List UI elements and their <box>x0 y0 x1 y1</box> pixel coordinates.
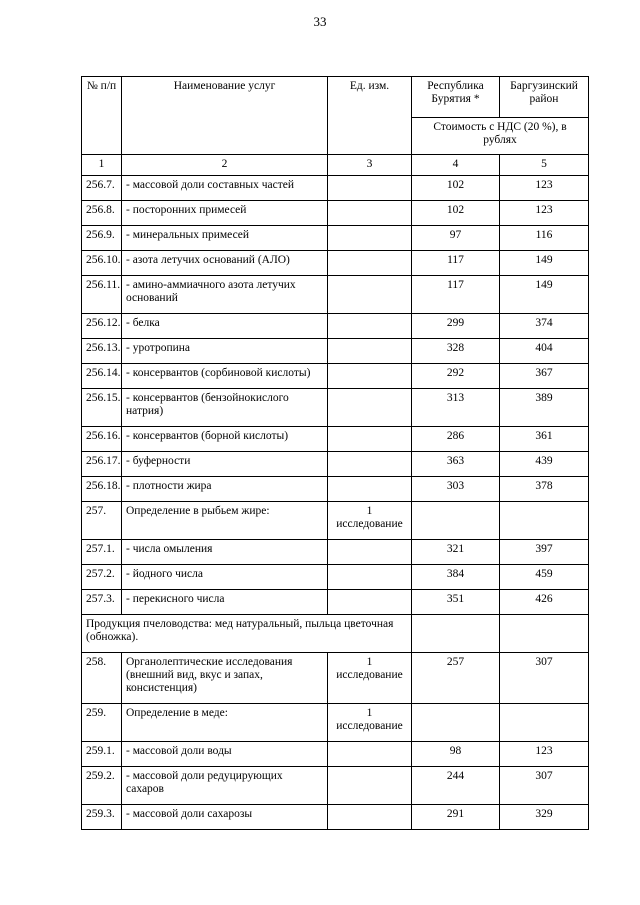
price-republic: 117 <box>412 251 500 276</box>
service-name: Органолептические исследования (внешний вид, вкус и запах, консистенция) <box>122 653 328 704</box>
price-district: 307 <box>500 653 589 704</box>
unit-cell <box>328 427 412 452</box>
header-district: Баргузинский район <box>500 77 589 118</box>
price-republic: 351 <box>412 590 500 615</box>
unit-cell <box>328 201 412 226</box>
unit-cell: 1 исследование <box>328 653 412 704</box>
table-row <box>82 477 589 502</box>
unit-cell <box>328 251 412 276</box>
unit-cell <box>328 389 412 427</box>
row-number: 257.1. <box>82 540 122 565</box>
section-title: Продукция пчеловодства: мед натуральный, пыльца цветочная (обножка). <box>82 615 412 653</box>
unit-cell <box>328 452 412 477</box>
row-number: 256.15. <box>82 389 122 427</box>
price-republic: 299 <box>412 314 500 339</box>
table-row <box>82 427 589 452</box>
service-name: - консервантов (борной кислоты) <box>122 427 328 452</box>
column-number: 4 <box>412 155 500 176</box>
price-republic: 257 <box>412 653 500 704</box>
header-num: № п/п <box>82 77 122 155</box>
unit-cell <box>328 314 412 339</box>
row-number: 256.9. <box>82 226 122 251</box>
price-district: 439 <box>500 452 589 477</box>
header-row <box>82 77 589 118</box>
unit-cell <box>328 565 412 590</box>
price-district: 378 <box>500 477 589 502</box>
table-row <box>82 540 589 565</box>
table-row <box>82 590 589 615</box>
price-district: 123 <box>500 742 589 767</box>
price-republic: 102 <box>412 201 500 226</box>
unit-cell: 1 исследование <box>328 502 412 540</box>
unit-cell <box>328 767 412 805</box>
unit-cell <box>328 742 412 767</box>
service-name: - буферности <box>122 452 328 477</box>
service-name: - массовой доли воды <box>122 742 328 767</box>
service-name: - плотности жира <box>122 477 328 502</box>
section-row <box>82 615 589 653</box>
page-number: 33 <box>313 14 327 29</box>
price-republic: 286 <box>412 427 500 452</box>
price-district: 307 <box>500 767 589 805</box>
row-number: 256.11. <box>82 276 122 314</box>
service-name: - посторонних примесей <box>122 201 328 226</box>
price-republic: 328 <box>412 339 500 364</box>
price-district: 149 <box>500 276 589 314</box>
price-republic: 313 <box>412 389 500 427</box>
unit-cell <box>328 276 412 314</box>
row-number: 256.17. <box>82 452 122 477</box>
header-unit: Ед. изм. <box>328 77 412 155</box>
table-row <box>82 565 589 590</box>
service-name: - консервантов (бензойнокислого натрия) <box>122 389 328 427</box>
table-row <box>82 767 589 805</box>
price-district: 149 <box>500 251 589 276</box>
row-number: 259.1. <box>82 742 122 767</box>
service-name: - азота летучих оснований (АЛО) <box>122 251 328 276</box>
table-row <box>82 201 589 226</box>
table-row <box>82 176 589 201</box>
row-number: 258. <box>82 653 122 704</box>
row-number: 256.14. <box>82 364 122 389</box>
service-name: - уротропина <box>122 339 328 364</box>
price-district: 397 <box>500 540 589 565</box>
row-number: 257.3. <box>82 590 122 615</box>
row-number: 256.7. <box>82 176 122 201</box>
table-row <box>82 389 589 427</box>
column-number: 2 <box>122 155 328 176</box>
price-republic: 98 <box>412 742 500 767</box>
price-republic: 291 <box>412 805 500 830</box>
price-district: 123 <box>500 176 589 201</box>
header-name: Наименование услуг <box>122 77 328 155</box>
price-district: 404 <box>500 339 589 364</box>
table-row <box>82 364 589 389</box>
service-name: - перекисного числа <box>122 590 328 615</box>
table-row <box>82 452 589 477</box>
header-republic: Республика Бурятия * <box>412 77 500 118</box>
service-name: Определение в рыбьем жире: <box>122 502 328 540</box>
price-table-body <box>82 77 589 830</box>
table-row <box>82 226 589 251</box>
row-number: 256.16. <box>82 427 122 452</box>
price-district: 389 <box>500 389 589 427</box>
price-district <box>500 704 589 742</box>
unit-cell <box>328 477 412 502</box>
service-name: - амино-аммиачного азота летучих оснований <box>122 276 328 314</box>
price-republic: 292 <box>412 364 500 389</box>
row-number: 257. <box>82 502 122 540</box>
unit-cell <box>328 339 412 364</box>
service-name: - массовой доли сахарозы <box>122 805 328 830</box>
row-number: 259.2. <box>82 767 122 805</box>
column-number: 1 <box>82 155 122 176</box>
price-district: 426 <box>500 590 589 615</box>
header-price-caption: Стоимость с НДС (20 %), в рублях <box>412 118 589 155</box>
row-number: 256.18. <box>82 477 122 502</box>
price-republic: 102 <box>412 176 500 201</box>
price-republic: 321 <box>412 540 500 565</box>
table-row <box>82 339 589 364</box>
price-republic: 97 <box>412 226 500 251</box>
service-name: - йодного числа <box>122 565 328 590</box>
table-row <box>82 276 589 314</box>
service-name: - консервантов (сорбиновой кислоты) <box>122 364 328 389</box>
price-district: 123 <box>500 201 589 226</box>
price-district <box>500 502 589 540</box>
row-number: 256.13. <box>82 339 122 364</box>
price-district: 367 <box>500 364 589 389</box>
service-name: - массовой доли редуцирующих сахаров <box>122 767 328 805</box>
price-republic: 117 <box>412 276 500 314</box>
row-number: 259.3. <box>82 805 122 830</box>
unit-cell <box>328 226 412 251</box>
service-name: - числа омыления <box>122 540 328 565</box>
row-number: 256.10. <box>82 251 122 276</box>
price-district: 116 <box>500 226 589 251</box>
price-district: 329 <box>500 805 589 830</box>
price-district: 459 <box>500 565 589 590</box>
unit-cell <box>328 590 412 615</box>
price-republic <box>412 704 500 742</box>
column-number-row <box>82 155 589 176</box>
table-row <box>82 251 589 276</box>
service-name: - минеральных примесей <box>122 226 328 251</box>
price-republic: 303 <box>412 477 500 502</box>
table-row <box>82 653 589 704</box>
price-district: 374 <box>500 314 589 339</box>
table-row <box>82 742 589 767</box>
unit-cell <box>328 540 412 565</box>
price-republic: 384 <box>412 565 500 590</box>
section-cell-republic <box>412 615 500 653</box>
section-cell-district <box>500 615 589 653</box>
table-row <box>82 805 589 830</box>
price-republic: 244 <box>412 767 500 805</box>
table-row <box>82 704 589 742</box>
price-republic: 363 <box>412 452 500 477</box>
unit-cell <box>328 364 412 389</box>
price-republic <box>412 502 500 540</box>
column-number: 3 <box>328 155 412 176</box>
row-number: 256.8. <box>82 201 122 226</box>
unit-cell <box>328 805 412 830</box>
service-name: Определение в меде: <box>122 704 328 742</box>
service-name: - массовой доли составных частей <box>122 176 328 201</box>
service-name: - белка <box>122 314 328 339</box>
price-table <box>81 76 589 830</box>
column-number: 5 <box>500 155 589 176</box>
unit-cell <box>328 176 412 201</box>
table-row <box>82 502 589 540</box>
table-row <box>82 314 589 339</box>
row-number: 256.12. <box>82 314 122 339</box>
price-district: 361 <box>500 427 589 452</box>
row-number: 257.2. <box>82 565 122 590</box>
unit-cell: 1 исследование <box>328 704 412 742</box>
row-number: 259. <box>82 704 122 742</box>
